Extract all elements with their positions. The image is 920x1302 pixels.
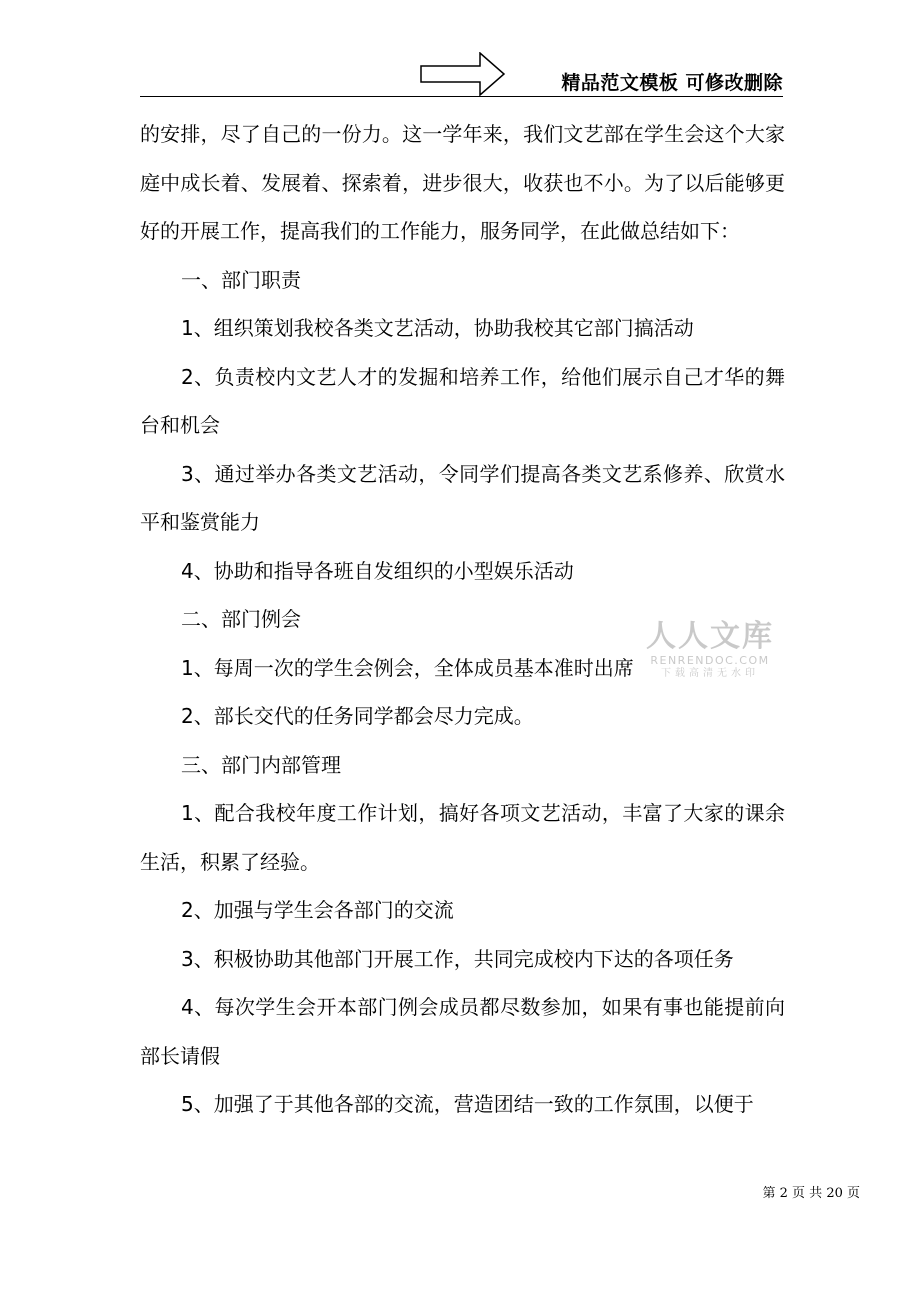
paragraph: 2、负责校内文艺人才的发掘和培养工作，给他们展示自己才华的舞台和机会 [140, 364, 785, 437]
paragraph: 3、通过举办各类文艺活动，令同学们提高各类文艺系修养、欣赏水平和鉴赏能力 [140, 461, 785, 534]
paragraph: 一、部门职责 [181, 267, 301, 292]
header-title: 精品范文模板 可修改删除 [561, 72, 783, 94]
paragraph: 1、每周一次的学生会例会，全体成员基本准时出席 [181, 655, 634, 680]
paragraph: 4、协助和指导各班自发组织的小型娱乐活动 [181, 558, 574, 583]
paragraph: 的安排，尽了自己的一份力。这一学年来，我们文艺部在学生会这个大家庭中成长着、发展着、探索着，进步很大，收获也不小。为了以后能够更好的开展工作，提高我们的工作能力，服务同学，在此做总结如下： [140, 122, 785, 243]
header-divider [140, 96, 783, 97]
right-arrow-icon [420, 52, 506, 96]
paragraph: 2、部长交代的任务同学都会尽力完成。 [181, 704, 534, 728]
watermark-logo-text: 人人文库 [646, 619, 774, 654]
paragraph: 2、加强与学生会各部门的交流 [181, 898, 454, 922]
paragraph: 4、每次学生会开本部门例会成员都尽数参加，如果有事也能提前向部长请假 [140, 995, 785, 1068]
paragraph: 3、积极协助其他部门开展工作，共同完成校内下达的各项任务 [181, 946, 734, 971]
paragraph: 1、配合我校年度工作计划，搞好各项文艺活动，丰富了大家的课余生活，积累了经验。 [140, 801, 785, 874]
paragraph: 三、部门内部管理 [181, 752, 341, 777]
paragraph: 二、部门例会 [181, 607, 301, 631]
page-header [140, 52, 783, 98]
paragraph: 5、加强了于其他各部的交流，营造团结一致的工作氛围，以便于 [181, 1092, 754, 1116]
watermark-domain: RENRENDOC.COM [650, 654, 770, 667]
paragraph: 1、组织策划我校各类文艺活动，协助我校其它部门搞活动 [181, 316, 694, 340]
page-number: 第 2 页 共 20 页 [762, 1186, 860, 1201]
watermark-subtitle: 下载高清无水印 [661, 668, 759, 679]
watermark [640, 620, 780, 681]
